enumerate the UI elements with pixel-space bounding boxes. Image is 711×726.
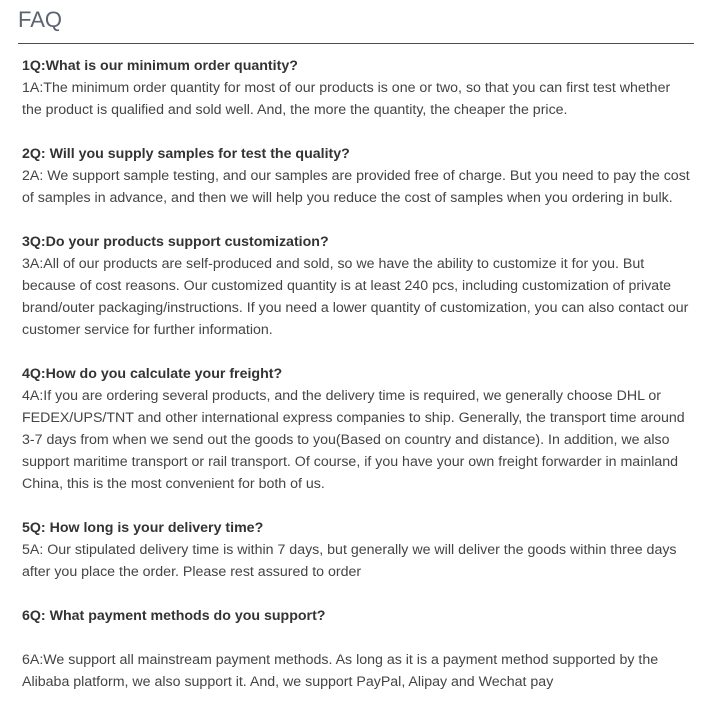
faq-answer: 2A: We support sample testing, and our samples are provided free of charge. But you need to pay the cost of samples in advance, and then we will help you reduce the cost of samples when you ordering in bulk. bbox=[22, 168, 690, 206]
faq-question: 6Q: What payment methods do you support? bbox=[22, 608, 326, 624]
faq-item bbox=[22, 517, 692, 583]
faq-answer: 3A:All of our products are self-produced and sold, so we have the ability to customize it for you. But because of cost reasons. Our customized quantity is at least 240 pcs, including customization of private brand/outer packaging/instructions. If you need a lower quantity of customization, you can also contact our customer service for further information. bbox=[22, 256, 689, 338]
faq-item bbox=[22, 55, 692, 121]
faq-answer: 4A:If you are ordering several products, and the delivery time is required, we generally choose DHL or FEDEX/UPS/TNT and other international express companies to ship. Generally, the transport time around 3-7 days from when we send out the goods to you(Based on country and distance). In addition, we also support maritime transport or rail transport. Of course, if you have your own freight forwarder in mainland China, this is the most convenient for both of us. bbox=[22, 388, 685, 492]
faq-header bbox=[18, 0, 694, 44]
faq-answer: 1A:The minimum order quantity for most of our products is one or two, so that you can first test whether the product is qualified and sold well. And, the more the quantity, the cheaper the price. bbox=[22, 80, 671, 118]
faq-item bbox=[22, 231, 692, 341]
faq-answer: 6A:We support all mainstream payment methods. As long as it is a payment method supported by the Alibaba platform, we also support it. And, we support PayPal, Alipay and Wechat pay bbox=[22, 652, 659, 690]
page-title: FAQ bbox=[18, 7, 63, 32]
faq-item bbox=[22, 605, 692, 693]
faq-answer: 5A: Our stipulated delivery time is within 7 days, but generally we will deliver the goods within three days after you place the order. Please rest assured to order bbox=[22, 542, 677, 580]
faq-item bbox=[22, 363, 692, 495]
faq-list bbox=[22, 55, 692, 715]
faq-question: 3Q:Do your products support customization? bbox=[22, 234, 329, 250]
faq-question: 5Q: How long is your delivery time? bbox=[22, 520, 264, 536]
faq-question: 2Q: Will you supply samples for test the quality? bbox=[22, 146, 350, 162]
faq-item bbox=[22, 143, 692, 209]
faq-question: 1Q:What is our minimum order quantity? bbox=[22, 58, 298, 74]
faq-question: 4Q:How do you calculate your freight? bbox=[22, 366, 283, 382]
